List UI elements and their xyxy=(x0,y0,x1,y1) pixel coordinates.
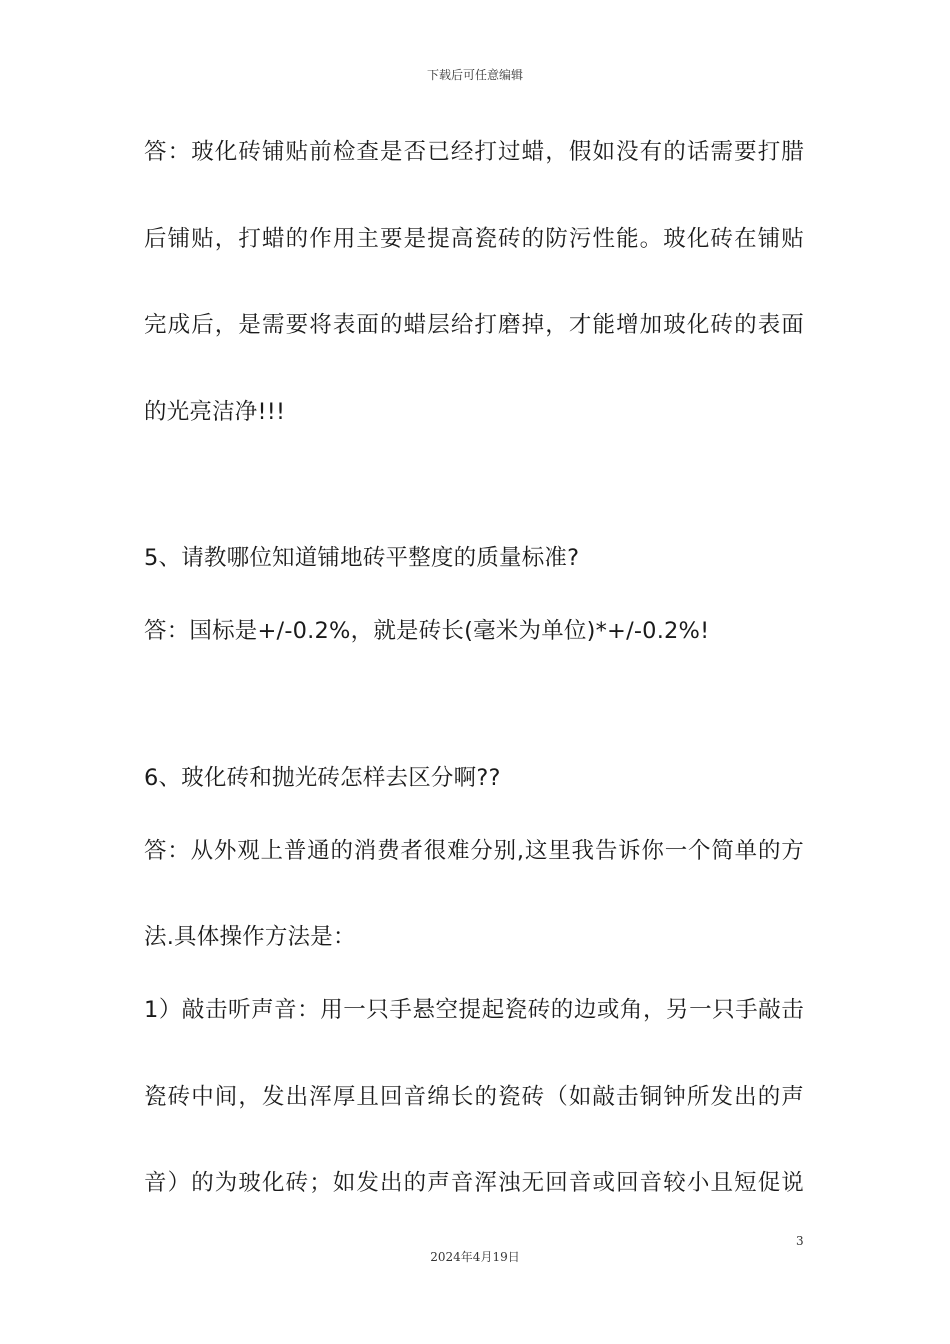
paragraph-line: 音）的为玻化砖；如发出的声音浑浊无回音或回音较小且短促说 xyxy=(144,1170,804,1196)
answer-line: 答：从外观上普通的消费者很难分别,这里我告诉你一个简单的方 xyxy=(144,838,804,864)
page-header: 下载后可任意编辑 xyxy=(426,68,523,82)
paragraph-line: 答：玻化砖铺贴前检查是否已经打过蜡，假如没有的话需要打腊 xyxy=(144,139,804,165)
page-number: 3 xyxy=(796,1234,804,1248)
paragraph-line: 的光亮洁净!!! xyxy=(144,399,286,425)
paragraph-line: 1）敲击听声音：用一只手悬空提起瓷砖的边或角，另一只手敲击 xyxy=(144,997,804,1023)
question-line: 6、玻化砖和抛光砖怎样去区分啊?? xyxy=(144,765,501,791)
paragraph-line: 完成后，是需要将表面的蜡层给打磨掉，才能增加玻化砖的表面 xyxy=(144,312,804,338)
footer-date: 2024年4月19日 xyxy=(430,1250,520,1264)
question-line: 5、请教哪位知道铺地砖平整度的质量标准? xyxy=(144,545,580,571)
paragraph-line: 瓷砖中间，发出浑厚且回音绵长的瓷砖（如敲击铜钟所发出的声 xyxy=(144,1084,804,1110)
paragraph-line: 后铺贴，打蜡的作用主要是提高瓷砖的防污性能。玻化砖在铺贴 xyxy=(144,226,804,252)
paragraph-line: 法.具体操作方法是： xyxy=(144,924,356,950)
answer-line: 答：国标是+/-0.2%，就是砖长(毫米为单位)*+/-0.2%! xyxy=(144,618,710,644)
